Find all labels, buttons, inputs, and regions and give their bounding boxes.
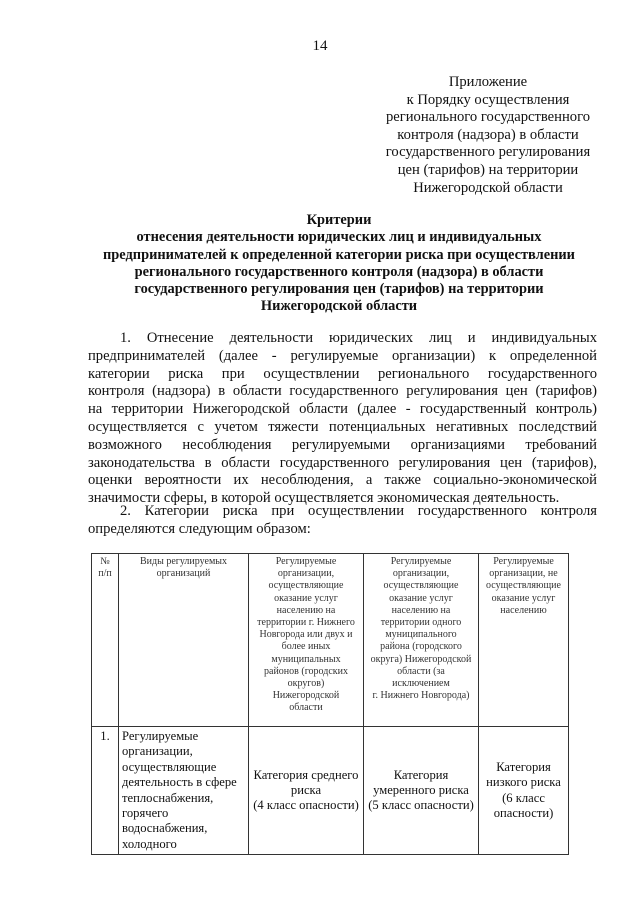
paragraph-line: категории риска при осуществлении регионального государственного (88, 365, 597, 382)
appendix-block (372, 74, 604, 197)
paragraph-line: на территории Нижегородской области (далее - государственный контроль) (88, 401, 597, 418)
paragraph-line: определяются следующим образом: (88, 520, 311, 537)
appendix-line: контроля (надзора) в области (397, 126, 579, 143)
paragraph-line: осуществляется с учетом тяжести потенциальных негативных последствий (88, 418, 597, 435)
paragraph-line: возможного несоблюдения регулируемыми организациями требований (88, 436, 597, 453)
header-organization-kinds: Виды регулируемых организаций (119, 554, 249, 727)
table-row (92, 727, 569, 855)
paragraph-line: контроля (надзора) в области государственного регулирования цен (тарифов) (88, 383, 597, 400)
row-category-moderate-risk: Категория умеренного риска (5 класс опасности) (364, 727, 479, 855)
risk-category-table (91, 553, 569, 855)
appendix-line: государственного регулирования (385, 144, 591, 161)
title-line: Нижегородской области (260, 298, 418, 315)
title-line: предпринимателей к определенной категории риска при осуществлении (103, 246, 575, 263)
header-number: № п/п (92, 554, 119, 727)
paragraph-1 (88, 330, 597, 508)
title-line: отнесения деятельности юридических лиц и индивидуальных (136, 229, 542, 246)
paragraph-line: 1. Отнесение деятельности юридических лиц и индивидуальных (120, 330, 597, 346)
paragraph-line: законодательства в области государственного регулирования цен (тарифов), (88, 454, 597, 471)
appendix-line: Нижегородской области (413, 179, 563, 196)
header-single-district: Регулируемые организации, осуществляющие оказание услуг населению на территории одного муниципального района (городского округа) Нижегородской области (за исключением г. Нижнего Новгорода) (364, 554, 479, 727)
appendix-line: регионального государственного (385, 109, 590, 126)
paragraph-line: 2. Категории риска при осуществлении государственного контроля (120, 503, 597, 519)
header-no-public-services: Регулируемые организации, не осуществляющие оказание услуг населению (479, 554, 569, 727)
paragraph-2 (88, 503, 597, 539)
paragraph-line: значимости сферы, в которой осуществляется экономическая деятельность. (88, 490, 560, 507)
paragraph-line: предпринимателей (далее - регулируемые организации) к определенной (88, 347, 597, 364)
row-organization-kind: Регулируемые организации, осуществляющие деятельность в сфере теплоснабжения, горячего водоснабжения, холодного (119, 727, 249, 855)
appendix-line: к Порядку осуществления (406, 91, 570, 108)
row-number: 1. (92, 727, 119, 855)
title-line: Критерии (306, 212, 372, 228)
appendix-line: Приложение (448, 74, 528, 90)
row-category-medium-risk: Категория среднего риска (4 класс опасности) (249, 727, 364, 855)
page-number: 14 (312, 38, 328, 54)
appendix-line: цен (тарифов) на территории (397, 161, 579, 178)
title-line: регионального государственного контроля (надзора) в области (134, 263, 544, 280)
row-category-low-risk: Категория низкого риска (6 класс опасности) (479, 727, 569, 855)
document-title (88, 212, 590, 316)
paragraph-line: оценки вероятности их несоблюдения, а также социально-экономической (88, 472, 597, 489)
title-line: государственного регулирования цен (тарифов) на территории (134, 281, 544, 298)
table-header-row (92, 554, 569, 727)
header-city-multi-district: Регулируемые организации, осуществляющие оказание услуг населению на территории г. Нижнего Новгорода или двух и более иных муниципальных районов (городских округов) Нижегородской области (249, 554, 364, 727)
